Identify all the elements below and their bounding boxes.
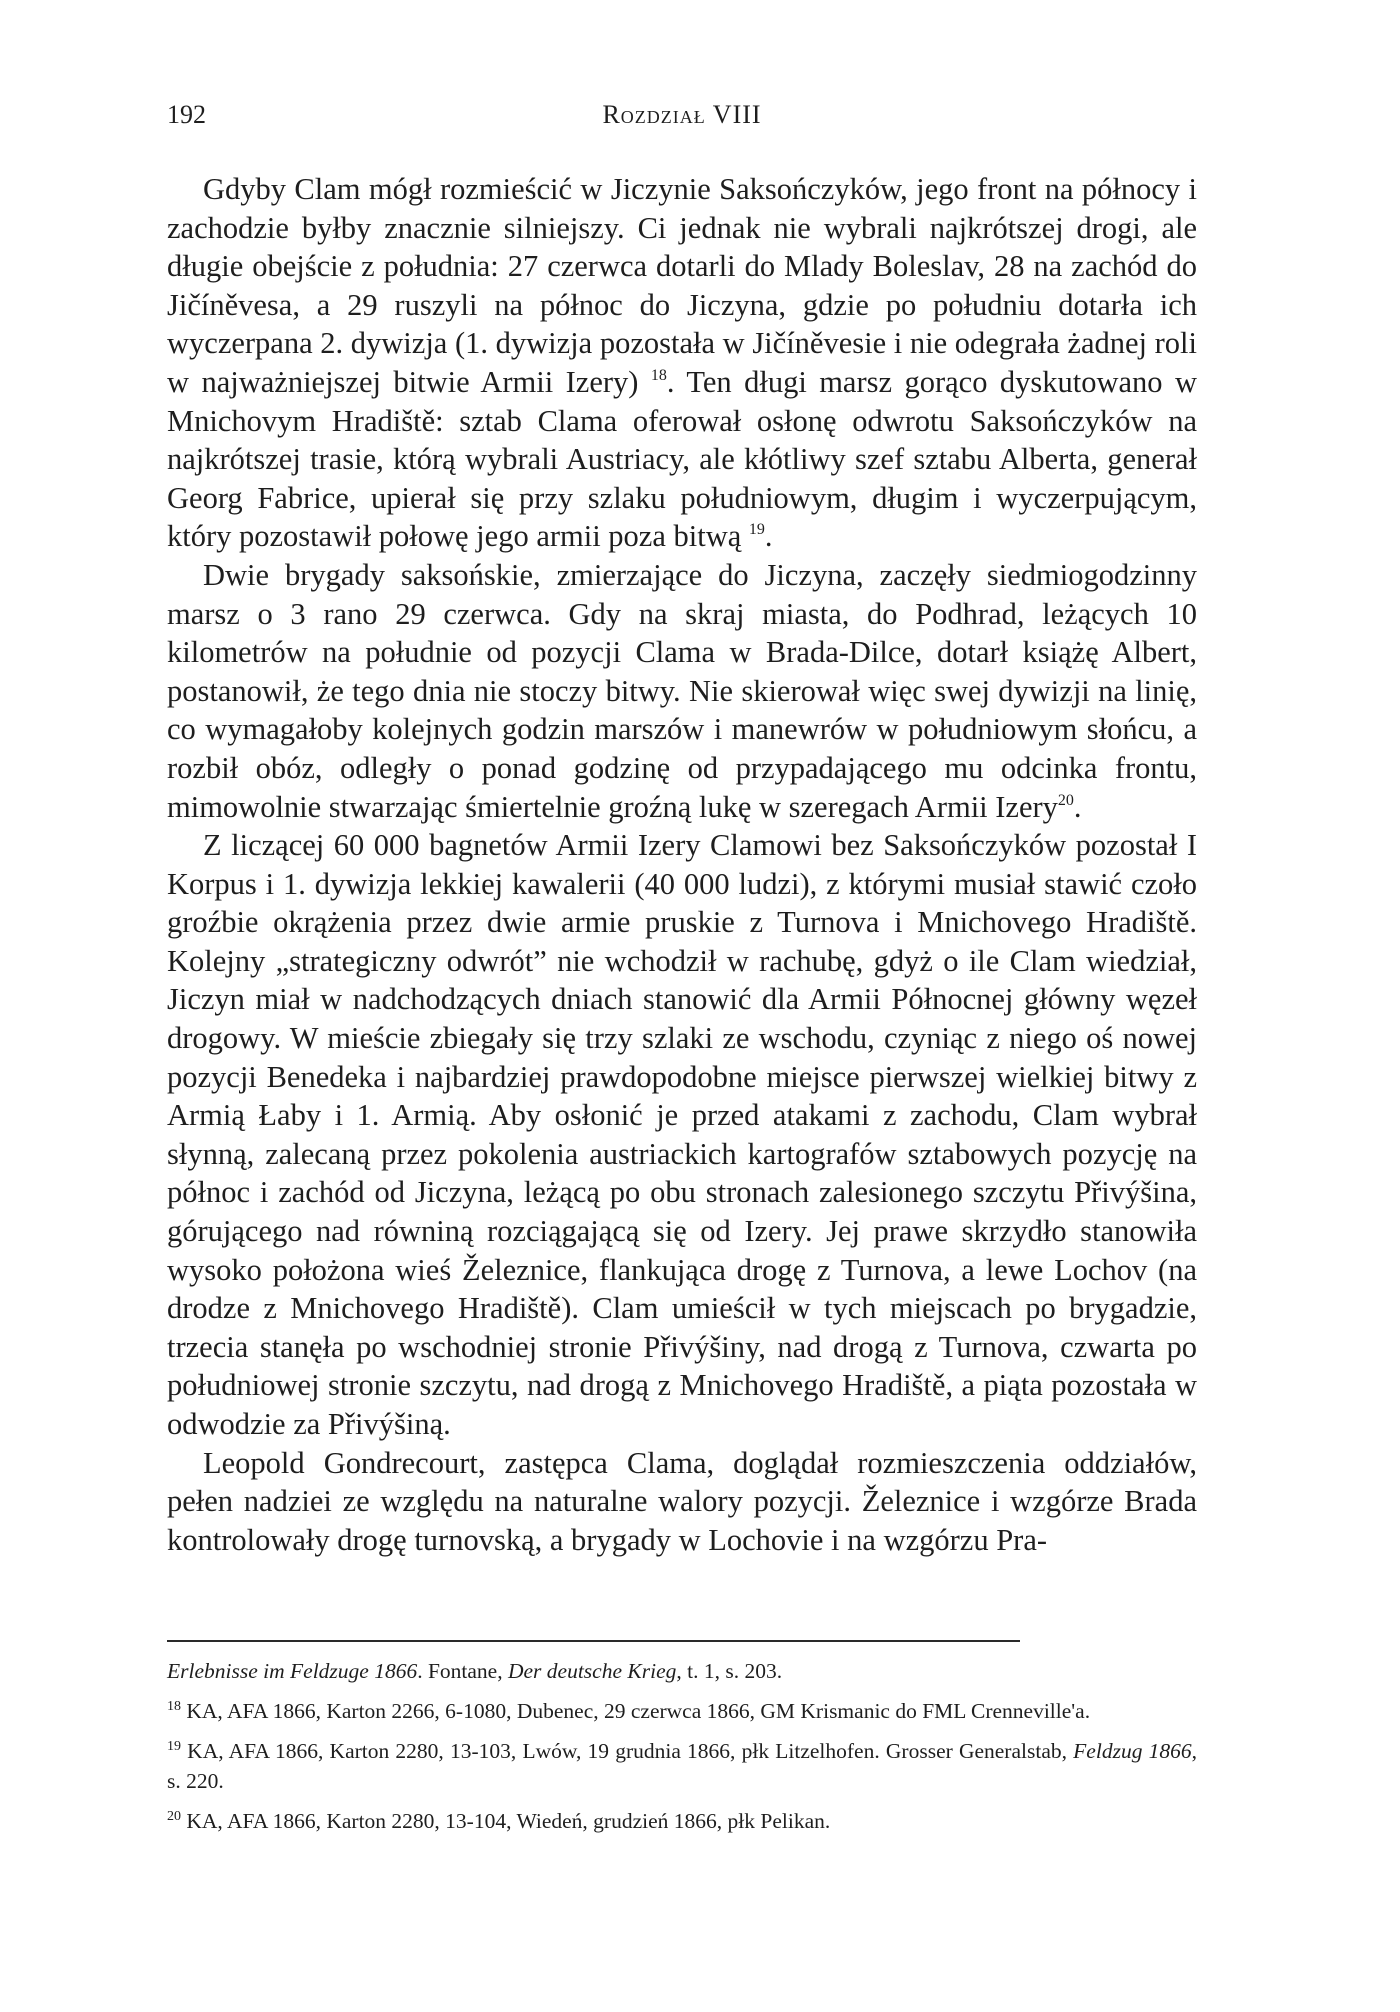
text-run: .	[1073, 789, 1082, 824]
footnote-reference: 18	[650, 366, 667, 384]
text-run: Z liczącej 60 000 bagnetów Armii Izery Clamowi bez Saksończyków pozostał I Korpus i 1. dywizja lekkiej kawalerii (40 000 ludzi), z którymi musiał stawić czoło groźbie okrążenia przez dwie armie pruskie z Turnova i Mnichovego Hradiště. Kolejny „strategiczny odwrót” nie wchodził w rachubę, gdyż o ile Clam wiedział, Jiczyn miał w nadchodzących dniach stanowić dla Armii Północnej główny węzeł drogowy. W mieście zbiegały się trzy szlaki ze wschodu, czyniąc z niego oś nowej pozycji Benedeka i najbardziej prawdopodobne miejsce pierwszej wielkiej bitwy z Armią Łaby i 1. Armią. Aby osłonić je przed atakami z zachodu, Clam wybrał słynną, zalecaną przez pokolenia austriackich kartografów sztabowych pozycję na północ i zachód od Jiczyna, leżącą po obu stronach zalesionego szczytu Přivýšina, górującego nad równiną rozciągającą się od Izery. Jej prawe skrzydło stanowiła wysoko położona wieś Železnice, flankująca drogę z Turnova, a lewe Lochov (na drodze z Mnichovego Hradiště). Clam umieścił w tych miejscach po brygadzie, trzecia stanęła po wschodniej stronie Přivýšiny, nad drogą z Turnova, czwarta po południowej stronie szczytu, nad drogą z Mnichovego Hradiště, a piąta pozostała w odwodzie za Přivýšiną.	[167, 828, 1197, 1441]
text-run: Dwie brygady saksońskie, zmierzające do Jiczyna, zaczęły siedmiogodzinny marsz o 3 rano 29 czerwca. Gdy na skraj miasta, do Podhrad, leżących 10 kilometrów na południe od pozycji Clama w Brada-Dilce, dotarł książę Albert, postanowił, że tego dnia nie stoczy bitwy. Nie skierował więc swej dywizji na linię, co wymagałoby kolejnych godzin marszów i manewrów w południowym słońcu, a rozbił obóz, odległy o ponad godzinę od przypadającego mu odcinka frontu, mimowolnie stwarzając śmiertelnie groźną lukę w szeregach Armii Izery	[167, 557, 1197, 824]
text-run: . Ten długi marsz gorąco dyskutowano w Mnichovym Hradiště: sztab Clama oferował osłonę odwrotu Saksończyków na najkrótszej trasie, którą wybrali Austriacy, ale kłótliwy szef sztabu Alberta, generał Georg Fabrice, upierał się przy szlaku południowym, długim i wyczerpującym, który pozostawił połowę jego armii poza bitwą	[167, 364, 1197, 554]
running-head: Rozdział VIII	[602, 100, 762, 129]
paragraph	[167, 1444, 1197, 1560]
text-run: KA, AFA 1866, Karton 2280, 13-104, Wiedeń, grudzień 1866, płk Pelikan.	[181, 1809, 831, 1833]
paragraph	[167, 556, 1197, 826]
page-number: 192	[167, 100, 206, 129]
text-run: . Fontane,	[417, 1659, 508, 1683]
footnote-number: 19	[167, 1739, 181, 1754]
footnote	[167, 1656, 1197, 1686]
footnote	[167, 1806, 1197, 1836]
text-run: KA, AFA 1866, Karton 2266, 6-1080, Dubenec, 29 czerwca 1866, GM Krismanic do FML Crenneville'a.	[181, 1699, 1091, 1723]
footnote-number: 18	[167, 1699, 181, 1714]
text-run: , s. 220.	[167, 1739, 1197, 1793]
footnote-number: 20	[167, 1809, 181, 1824]
footnote-reference: 19	[748, 521, 765, 539]
footnote-reference: 20	[1057, 791, 1074, 809]
text-run: Leopold Gondrecourt, zastępca Clama, doglądał rozmieszczenia oddziałów, pełen nadziei ze względu na naturalne walory pozycji. Železnice i wzgórze Brada kontrolowały drogę turnovską, a brygady w Lochovie i na wzgórzu Pra-	[167, 1445, 1197, 1557]
footnote	[167, 1696, 1197, 1726]
italic-title: Feldzug 1866	[1073, 1739, 1192, 1763]
paragraph	[167, 826, 1197, 1444]
italic-title: Der deutsche Krieg	[507, 1659, 677, 1683]
text-run: , t. 1, s. 203.	[676, 1659, 783, 1683]
text-run: Gdyby Clam mógł rozmieścić w Jiczynie Saksończyków, jego front na północy i zachodzie byłby znacznie silniejszy. Ci jednak nie wybrali najkrótszej drogi, ale długie obejście z południa: 27 czerwca dotarli do Mlady Boleslav, 28 na zachód do Jičíněvesa, a 29 ruszyli na północ do Jiczyna, gdzie po południu dotarła ich wyczerpana 2. dywizja (1. dywizja pozostała w Jičíněvesie i nie odegrała żadnej roli w najważniejszej bitwie Armii Izery)	[167, 172, 1197, 399]
italic-title: Erlebnisse im Feldzuge 1866	[167, 1659, 418, 1683]
page-header	[167, 100, 1197, 140]
text-run: .	[764, 519, 773, 554]
footnotes	[167, 1656, 1197, 1846]
paragraph	[167, 170, 1197, 556]
footnote	[167, 1736, 1197, 1796]
footnote-separator	[167, 1640, 1020, 1642]
main-text	[167, 170, 1197, 1559]
text-run: KA, AFA 1866, Karton 2280, 13-103, Lwów, 19 grudnia 1866, płk Litzelhofen. Grosser Generalstab,	[181, 1739, 1074, 1763]
